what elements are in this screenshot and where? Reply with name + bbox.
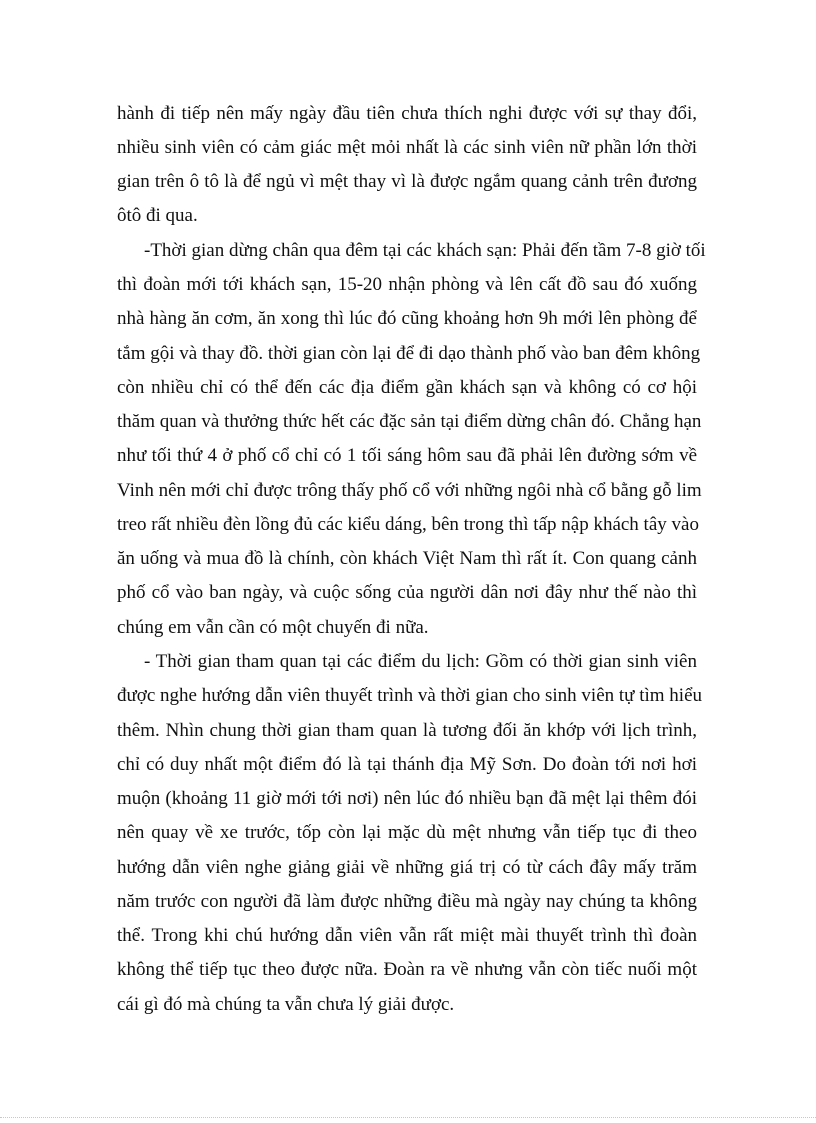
text-line: nên quay về xe trước, tốp còn lại mặc dù mệt nhưng vẫn tiếp tục đi theo xyxy=(117,822,697,843)
text-line: Vinh nên mới chỉ được trông thấy phố cổ với những ngôi nhà cổ bằng gỗ lim xyxy=(117,480,702,501)
text-line: -Thời gian dừng chân qua đêm tại các khách sạn: Phải đến tầm 7-8 giờ tối xyxy=(144,240,706,261)
text-line: chỉ có duy nhất một điểm đó là tại thánh địa Mỹ Sơn. Do đoàn tới nơi hơi xyxy=(117,754,697,775)
page-bottom-divider xyxy=(0,1117,816,1118)
text-line: thêm. Nhìn chung thời gian tham quan là tương đối ăn khớp với lịch trình, xyxy=(117,720,697,741)
text-line: hành đi tiếp nên mấy ngày đầu tiên chưa thích nghi được với sự thay đổi, xyxy=(117,103,697,124)
text-line: năm trước con người đã làm được những điều mà ngày nay chúng ta không xyxy=(117,891,697,912)
text-line: còn nhiều chỉ có thể đến các địa điểm gần khách sạn và không có cơ hội xyxy=(117,377,697,398)
text-line: gian trên ô tô là để ngủ vì mệt thay vì là được ngắm quang cảnh trên đương xyxy=(117,171,697,192)
text-line: nhà hàng ăn cơm, ăn xong thì lúc đó cũng khoảng hơn 9h mới lên phòng để xyxy=(117,308,697,329)
text-line: muộn (khoảng 11 giờ mới tới nơi) nên lúc đó nhiều bạn đã mệt lại thêm đói xyxy=(117,788,697,809)
text-line: treo rất nhiều đèn lồng đủ các kiểu dáng, bên trong thì tấp nập khách tây vào xyxy=(117,514,699,535)
text-line: thăm quan và thưởng thức hết các đặc sản tại điểm dừng chân đó. Chẳng hạn xyxy=(117,411,702,432)
text-line: phố cổ vào ban ngày, và cuộc sống của người dân nơi đây như thế nào thì xyxy=(117,582,697,603)
text-line: chúng em vẫn cần có một chuyến đi nữa. xyxy=(117,617,429,638)
text-line: ăn uống và mua đồ là chính, còn khách Việt Nam thì rất ít. Con quang cảnh xyxy=(117,548,697,569)
text-line: như tối thứ 4 ở phố cổ chỉ có 1 tối sáng hôm sau đã phải lên đường sớm về xyxy=(117,445,697,466)
text-line: thì đoàn mới tới khách sạn, 15-20 nhận phòng và lên cất đồ sau đó xuống xyxy=(117,274,697,295)
text-line: cái gì đó mà chúng ta vẫn chưa lý giải được. xyxy=(117,994,455,1015)
text-line: thể. Trong khi chú hướng dẫn viên vẫn rất miệt mài thuyết trình thì đoàn xyxy=(117,925,697,946)
text-line: - Thời gian tham quan tại các điểm du lịch: Gồm có thời gian sinh viên xyxy=(144,651,697,672)
text-line: nhiều sinh viên có cảm giác mệt mỏi nhất là các sinh viên nữ phần lớn thời xyxy=(117,137,697,158)
text-line: hướng dẫn viên nghe giảng giải về những giá trị có từ cách đây mấy trăm xyxy=(117,857,697,878)
text-line: ôtô đi qua. xyxy=(117,205,198,226)
text-line: được nghe hướng dẫn viên thuyết trình và thời gian cho sinh viên tự tìm hiểu xyxy=(117,685,703,706)
text-line: không thể tiếp tục theo được nữa. Đoàn ra về nhưng vẫn còn tiếc nuối một xyxy=(117,959,697,980)
text-line: tắm gội và thay đồ. thời gian còn lại để đi dạo thành phố vào ban đêm không xyxy=(117,343,701,364)
